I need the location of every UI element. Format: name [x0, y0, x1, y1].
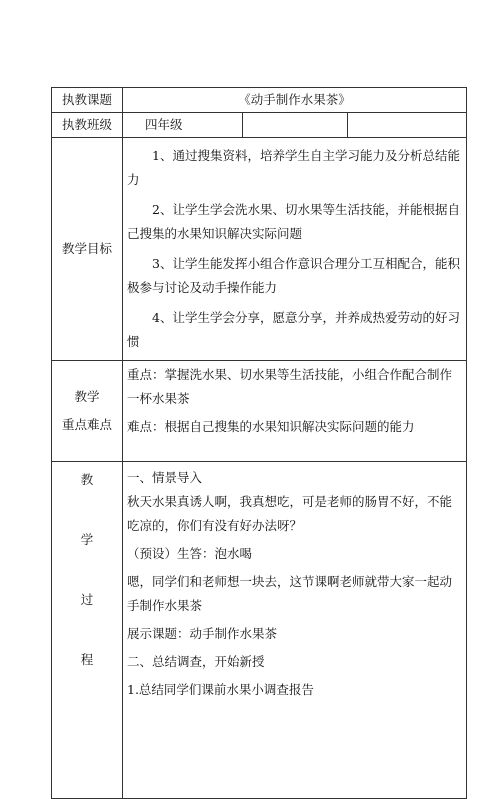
goal-item: 3、让学生能发挥小组合作意识合理分工互相配合，能积极参与讨论及动手操作能力 [127, 256, 460, 295]
empty-cell-2 [348, 113, 467, 138]
process-label [52, 462, 123, 799]
process-line: 嗯，同学们和老师想一块去，这节课啊老师就带大家一起动手制作水果茶 [127, 574, 453, 613]
process-label-char: 学 [80, 532, 94, 547]
key-points-content [123, 361, 467, 462]
goals-content [123, 138, 467, 361]
key-points-label [52, 361, 123, 462]
course-label: 执教课题 [52, 88, 123, 113]
key-points-row [52, 361, 467, 462]
empty-cell-1 [243, 113, 348, 138]
lesson-plan-table [51, 87, 467, 799]
key-point-item: 重点：掌握洗水果、切水果等生活技能，小组合作配合制作一杯水果茶 [127, 367, 453, 406]
key-label-line-2: 重点难点 [61, 417, 112, 432]
class-label: 执教班级 [52, 113, 123, 138]
key-label-line-1: 教学 [74, 389, 100, 404]
goals-row [52, 138, 467, 361]
course-row [52, 88, 467, 113]
process-line: 秋天水果真诱人啊，我真想吃，可是老师的肠胃不好，不能吃凉的，你们有没有好办法呀？ [127, 494, 453, 533]
process-line: 展示课题：动手制作水果茶 [127, 626, 278, 641]
process-line: 二、总结调查，开始新授 [127, 654, 265, 669]
goal-item: 1、通过搜集资料，培养学生自主学习能力及分析总结能力 [127, 148, 460, 187]
class-row [52, 113, 467, 138]
process-content [123, 462, 467, 799]
process-line: （预设）生答：泡水喝 [127, 546, 253, 561]
goals-label: 教学目标 [52, 138, 123, 361]
process-label-char: 过 [80, 592, 94, 607]
goal-item: 2、让学生学会洗水果、切水果等生活技能，并能根据自己搜集的水果知识解决实际问题 [127, 202, 460, 241]
class-value: 四年级 [123, 113, 243, 138]
process-row [52, 462, 467, 799]
process-label-char: 教 [80, 472, 94, 487]
process-line: 一、情景导入 [127, 470, 203, 485]
course-title: 《动手制作水果茶》 [123, 88, 467, 113]
process-line: 1.总结同学们课前水果小调查报告 [127, 682, 314, 697]
key-point-item: 难点：根据自己搜集的水果知识解决实际问题的能力 [127, 419, 415, 434]
goal-item: 4、让学生学会分享，愿意分享，并养成热爱劳动的好习惯 [127, 310, 460, 349]
process-label-char: 程 [80, 652, 94, 667]
